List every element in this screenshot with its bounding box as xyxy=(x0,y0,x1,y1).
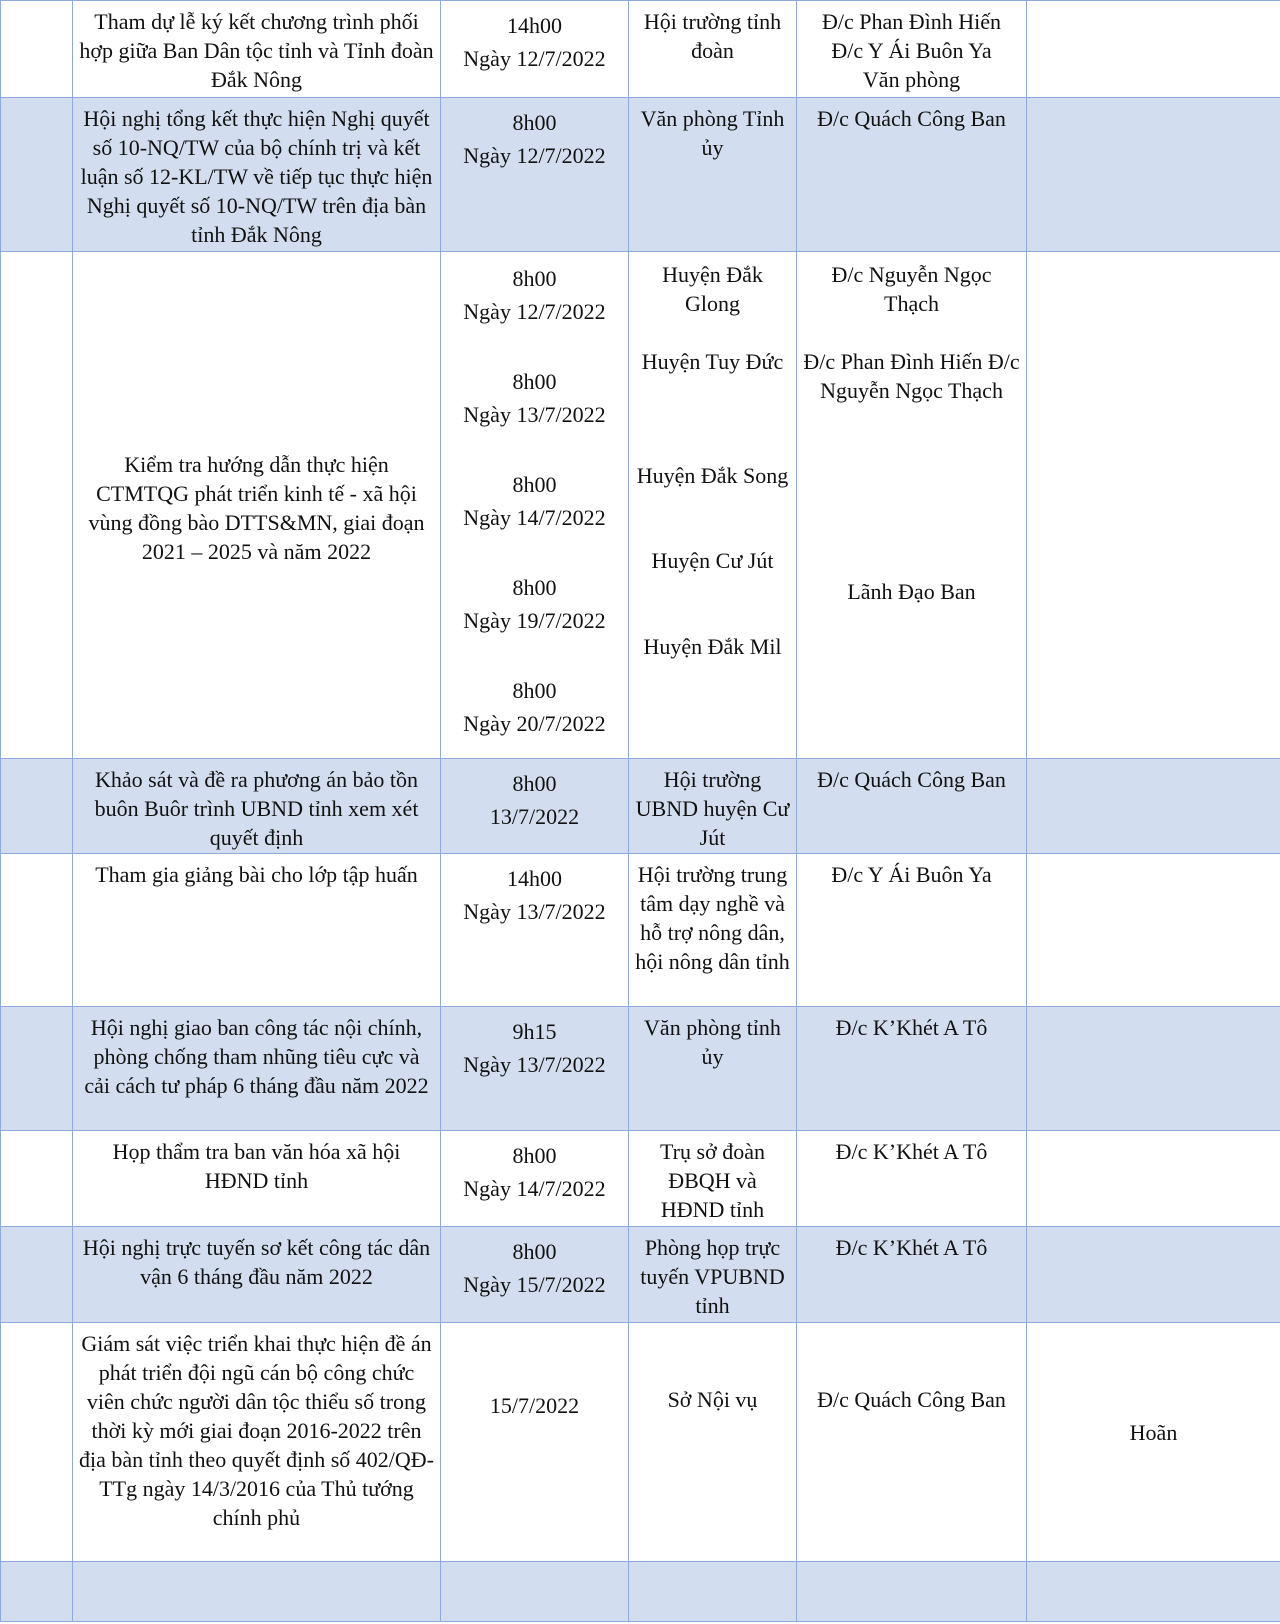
index-cell xyxy=(1,1323,73,1562)
location-cell: Hội trường UBND huyện Cư Jút xyxy=(629,759,797,854)
index-cell xyxy=(1,1562,73,1622)
content-cell xyxy=(73,1562,441,1622)
index-cell xyxy=(1,759,73,854)
location-cell: Sở Nội vụ xyxy=(629,1323,797,1562)
time-cell: 15/7/2022 xyxy=(441,1323,629,1562)
location-cell: Phòng họp trực tuyến VPUBND tỉnh xyxy=(629,1227,797,1323)
note-cell xyxy=(1027,1007,1280,1131)
table-row xyxy=(1,1227,1280,1323)
time-cell: 8h00 Ngày 12/7/2022 xyxy=(441,98,629,252)
people-cell: Đ/c Quách Công Ban xyxy=(797,1323,1027,1562)
content-cell: Hội nghị giao ban công tác nội chính, phòng chống tham nhũng tiêu cực và cải cách tư pháp 6 tháng đầu năm 2022 xyxy=(73,1007,441,1131)
content-cell: Tham dự lễ ký kết chương trình phối hợp giữa Ban Dân tộc tỉnh và Tỉnh đoàn Đắk Nông xyxy=(73,1,441,98)
time-cell: 8h00 13/7/2022 xyxy=(441,759,629,854)
people-cell: Đ/c Phan Đình Hiến Đ/c Y Ái Buôn Ya Văn phòng xyxy=(797,1,1027,98)
table-row xyxy=(1,98,1280,252)
table-row xyxy=(1,854,1280,1007)
location-cell: Văn phòng tỉnh ủy xyxy=(629,1007,797,1131)
location-cell: Hội trường tỉnh đoàn xyxy=(629,1,797,98)
index-cell xyxy=(1,1227,73,1323)
note-cell xyxy=(1027,1,1280,98)
content-cell: Hội nghị trực tuyến sơ kết công tác dân vận 6 tháng đầu năm 2022 xyxy=(73,1227,441,1323)
index-cell xyxy=(1,1131,73,1227)
content-cell: Họp thẩm tra ban văn hóa xã hội HĐND tỉnh xyxy=(73,1131,441,1227)
table-row xyxy=(1,759,1280,854)
index-cell xyxy=(1,854,73,1007)
location-cell: Văn phòng Tỉnh ủy xyxy=(629,98,797,252)
table-row xyxy=(1,1562,1280,1622)
time-cell: 8h00 Ngày 15/7/2022 xyxy=(441,1227,629,1323)
note-cell xyxy=(1027,1131,1280,1227)
time-cell: 8h00 Ngày 12/7/2022 8h00 Ngày 13/7/2022 8h00 Ngày 14/7/2022 8h00 Ngày 19/7/2022 8h00 Ngày 20/7/2022 xyxy=(441,252,629,759)
content-cell: Hội nghị tổng kết thực hiện Nghị quyết số 10-NQ/TW của bộ chính trị và kết luận số 12-KL/TW về tiếp tục thực hiện Nghị quyết số 10-NQ/TW trên địa bàn tỉnh Đắk Nông xyxy=(73,98,441,252)
location-cell xyxy=(629,1562,797,1622)
content-cell: Giám sát việc triển khai thực hiện đề án phát triển đội ngũ cán bộ công chức viên chức người dân tộc thiểu số trong thời kỳ mới giai đoạn 2016-2022 trên địa bàn tỉnh theo quyết định số 402/QĐ-TTg ngày 14/3/2016 của Thủ tướng chính phủ xyxy=(73,1323,441,1562)
people-cell: Đ/c Quách Công Ban xyxy=(797,98,1027,252)
time-cell: 8h00 Ngày 14/7/2022 xyxy=(441,1131,629,1227)
time-cell xyxy=(441,1562,629,1622)
content-cell: Tham gia giảng bài cho lớp tập huấn xyxy=(73,854,441,1007)
content-cell: Kiểm tra hướng dẫn thực hiện CTMTQG phát triển kinh tế - xã hội vùng đồng bào DTTS&MN, giai đoạn 2021 – 2025 và năm 2022 xyxy=(73,252,441,759)
content-cell: Khảo sát và đề ra phương án bảo tồn buôn Buôr trình UBND tỉnh xem xét quyết định xyxy=(73,759,441,854)
people-cell: Đ/c Y Ái Buôn Ya xyxy=(797,854,1027,1007)
table-row xyxy=(1,252,1280,759)
index-cell xyxy=(1,252,73,759)
people-cell: Đ/c K’Khét A Tô xyxy=(797,1227,1027,1323)
note-cell xyxy=(1027,98,1280,252)
table-row xyxy=(1,1131,1280,1227)
people-cell: Đ/c K’Khét A Tô xyxy=(797,1131,1027,1227)
time-cell: 14h00 Ngày 13/7/2022 xyxy=(441,854,629,1007)
people-cell xyxy=(797,1562,1027,1622)
table-row xyxy=(1,1,1280,98)
people-cell: Đ/c Quách Công Ban xyxy=(797,759,1027,854)
people-cell: Đ/c Nguyễn Ngọc Thạch Đ/c Phan Đình Hiến Đ/c Nguyễn Ngọc Thạch Lãnh Đạo Ban xyxy=(797,252,1027,759)
location-cell: Trụ sở đoàn ĐBQH và HĐND tỉnh xyxy=(629,1131,797,1227)
time-cell: 14h00 Ngày 12/7/2022 xyxy=(441,1,629,98)
location-cell: Huyện Đắk Glong Huyện Tuy Đức Huyện Đắk Song Huyện Cư Jút Huyện Đắk Mil xyxy=(629,252,797,759)
people-cell: Đ/c K’Khét A Tô xyxy=(797,1007,1027,1131)
index-cell xyxy=(1,1007,73,1131)
index-cell xyxy=(1,1,73,98)
time-cell: 9h15 Ngày 13/7/2022 xyxy=(441,1007,629,1131)
location-cell: Hội trường trung tâm dạy nghề và hỗ trợ nông dân, hội nông dân tỉnh xyxy=(629,854,797,1007)
note-cell xyxy=(1027,759,1280,854)
table-row xyxy=(1,1007,1280,1131)
note-cell xyxy=(1027,252,1280,759)
note-cell xyxy=(1027,854,1280,1007)
index-cell xyxy=(1,98,73,252)
table-row xyxy=(1,1323,1280,1562)
note-cell xyxy=(1027,1562,1280,1622)
note-cell xyxy=(1027,1227,1280,1323)
note-cell: Hoãn xyxy=(1027,1323,1280,1562)
